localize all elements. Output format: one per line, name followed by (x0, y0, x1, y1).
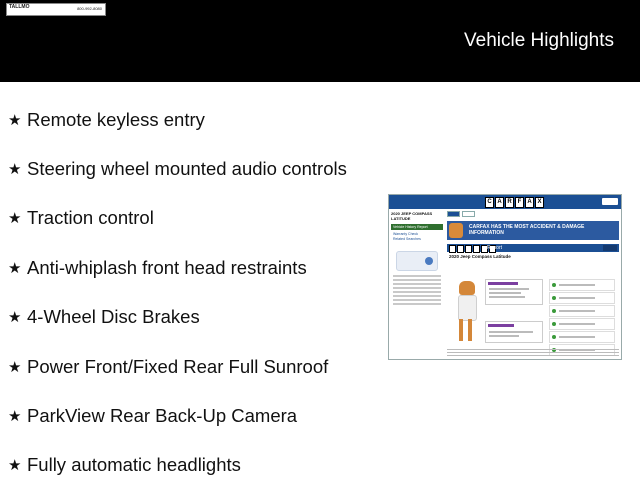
feature-label: 4-Wheel Disc Brakes (27, 306, 200, 328)
carfax-accident-card (485, 279, 543, 305)
feature-item (8, 144, 378, 193)
feature-item (8, 441, 378, 490)
carfax-nav-item: Vehicle History Report (391, 224, 443, 230)
carfax-report-thumbnail[interactable] (388, 194, 622, 360)
carfax-letter: R (505, 197, 514, 208)
feature-item (8, 243, 378, 292)
carfax-disclaimer (447, 347, 619, 358)
star-icon: ★ (8, 408, 22, 426)
fox-icon (449, 223, 463, 238)
carfax-nav-item: Warranty Check (393, 232, 418, 236)
carfax-report-button (603, 245, 617, 251)
feature-item (8, 342, 378, 391)
page-title: Vehicle Highlights (464, 30, 614, 51)
carfax-sidebar (391, 211, 443, 242)
dealer-phone: 800-992-8080 (77, 6, 102, 11)
feature-item (8, 194, 378, 243)
dealer-logo (6, 3, 106, 16)
feature-label: Traction control (27, 207, 154, 229)
feature-item (8, 293, 378, 342)
carfax-letter: A (495, 197, 504, 208)
carfax-dealer-badge (396, 251, 438, 271)
star-icon: ★ (8, 161, 22, 179)
carfax-nav-item: Related Searches (393, 237, 421, 241)
badge-icon (425, 257, 433, 265)
tab (447, 211, 460, 217)
star-icon: ★ (8, 210, 22, 228)
carfax-banner (447, 221, 619, 240)
carfax-header (389, 195, 621, 209)
carfax-letter: C (485, 197, 494, 208)
star-icon: ★ (8, 309, 22, 327)
feature-label: Anti-whiplash front head restraints (27, 256, 307, 278)
carfax-dealer-info (393, 273, 441, 307)
carfax-value-card (485, 321, 543, 343)
carfax-side-title: 2020 JEEP COMPASS LATITUDE (391, 211, 433, 221)
star-icon: ★ (8, 111, 22, 129)
carfax-letter: X (535, 197, 544, 208)
feature-label: ParkView Rear Back-Up Camera (27, 405, 298, 427)
tab (462, 211, 475, 217)
carfax-letter: F (515, 197, 524, 208)
carfax-report-label: Report (487, 245, 503, 251)
carfax-vehicle-title: 2020 Jeep Compass Latitude (449, 254, 511, 259)
feature-list (8, 95, 378, 490)
header-bar (0, 0, 640, 82)
star-icon: ★ (8, 457, 22, 475)
fox-mascot-icon (453, 281, 479, 343)
feature-label: Steering wheel mounted audio controls (27, 158, 347, 180)
carfax-main (447, 211, 619, 259)
carfax-letter: A (525, 197, 534, 208)
carfax-header-button (602, 198, 618, 205)
carfax-logo (485, 197, 545, 208)
carfax-report-bar (447, 244, 619, 252)
dealer-logo-text: TALLMO (9, 4, 30, 10)
feature-item (8, 95, 378, 144)
feature-label: Remote keyless entry (27, 108, 205, 130)
carfax-banner-text: CARFAX HAS THE MOST ACCIDENT & DAMAGE INFORMATION (469, 224, 585, 236)
star-icon: ★ (8, 259, 22, 277)
carfax-history-list (549, 279, 615, 357)
feature-label: Fully automatic headlights (27, 454, 241, 476)
carfax-tabs (447, 211, 619, 217)
star-icon: ★ (8, 358, 22, 376)
feature-label: Power Front/Fixed Rear Full Sunroof (27, 355, 329, 377)
feature-item (8, 391, 378, 440)
